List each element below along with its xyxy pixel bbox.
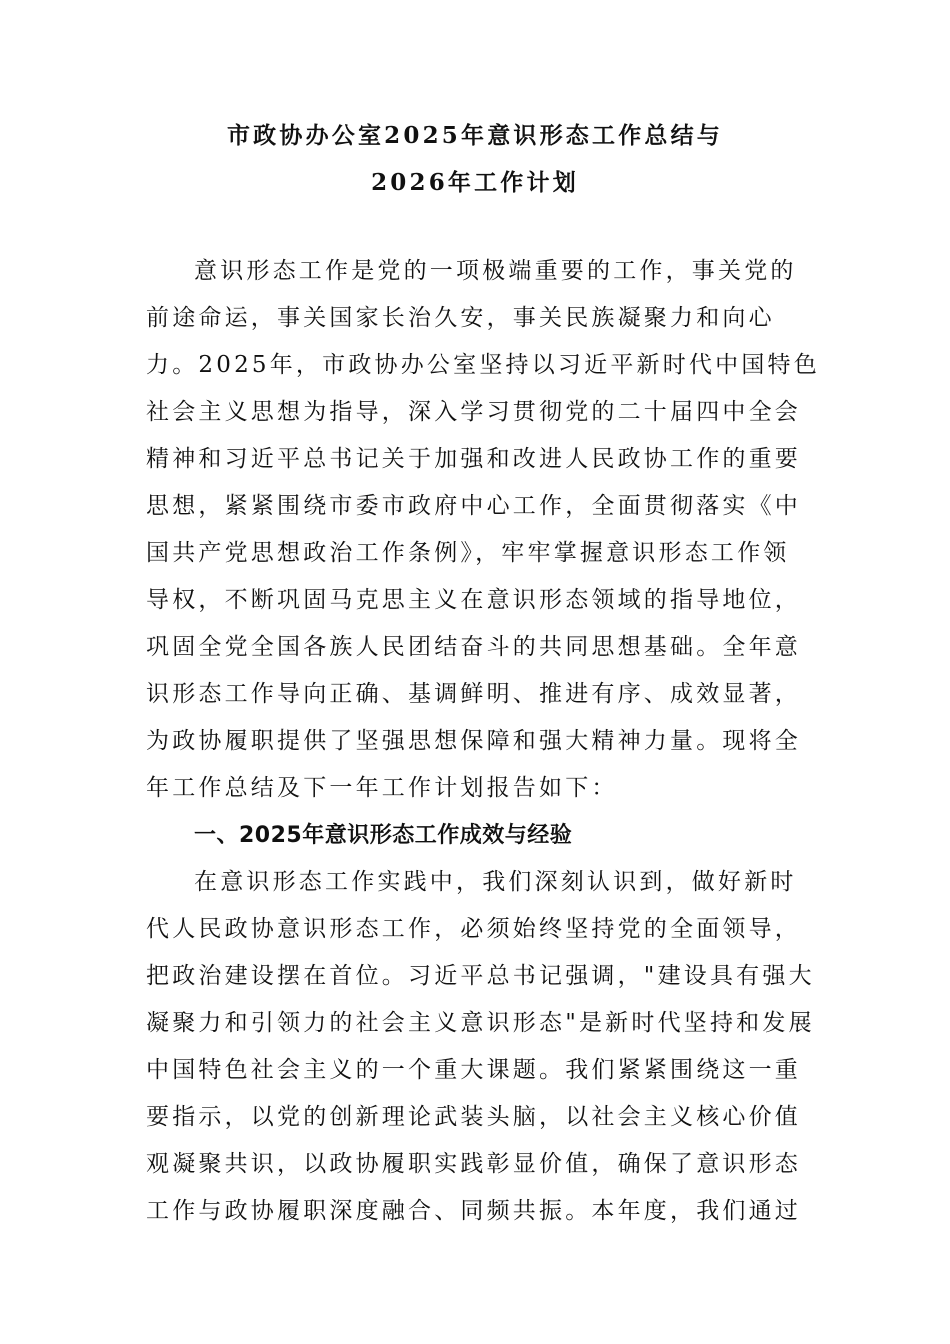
paragraph-line: 导权，不断巩固马克思主义在意识形态领域的指导地位， — [146, 587, 801, 613]
paragraph-line: 在意识形态工作实践中，我们深刻认识到，做好新时 — [194, 869, 797, 895]
document-body — [146, 248, 820, 1235]
section-heading-1: 一、2025年意识形态工作成效与经验 — [194, 823, 573, 848]
document-title — [100, 112, 850, 206]
paragraph-line: 年工作总结及下一年工作计划报告如下： — [146, 775, 618, 801]
paragraph-line: 代人民政协意识形态工作，必须始终坚持党的全面领导， — [146, 916, 801, 942]
paragraph-intro — [146, 248, 820, 812]
paragraph-line: 巩固全党全国各族人民团结奋斗的共同思想基础。全年意 — [146, 634, 801, 660]
paragraph-line: 意识形态工作是党的一项极端重要的工作，事关党的 — [194, 258, 797, 284]
paragraph-line: 前途命运，事关国家长治久安，事关民族凝聚力和向心 — [146, 305, 775, 331]
paragraph-line: 力。2025年，市政协办公室坚持以习近平新时代中国特色 — [146, 352, 820, 378]
paragraph-line: 凝聚力和引领力的社会主义意识形态"是新时代坚持和发展 — [146, 1010, 815, 1036]
paragraph-line: 中国特色社会主义的一个重大课题。我们紧紧围绕这一重 — [146, 1057, 801, 1083]
paragraph-line: 精神和习近平总书记关于加强和改进人民政协工作的重要 — [146, 446, 801, 472]
paragraph-section1 — [146, 859, 815, 1235]
title-line-2: 2026年工作计划 — [371, 169, 579, 196]
paragraph-line: 思想，紧紧围绕市委市政府中心工作，全面贯彻落实《中 — [146, 493, 801, 519]
paragraph-line: 观凝聚共识，以政协履职实践彰显价值，确保了意识形态 — [146, 1151, 801, 1177]
paragraph-line: 把政治建设摆在首位。习近平总书记强调，"建设具有强大 — [146, 963, 815, 989]
paragraph-line: 识形态工作导向正确、基调鲜明、推进有序、成效显著， — [146, 681, 801, 707]
paragraph-line: 国共产党思想政治工作条例》，牢牢掌握意识形态工作领 — [146, 540, 790, 566]
paragraph-line: 社会主义思想为指导，深入学习贯彻党的二十届四中全会 — [146, 399, 801, 425]
paragraph-line: 要指示，以党的创新理论武装头脑，以社会主义核心价值 — [146, 1104, 801, 1130]
title-line-1: 市政协办公室2025年意识形态工作总结与 — [226, 122, 723, 149]
paragraph-line: 工作与政协履职深度融合、同频共振。本年度，我们通过 — [146, 1198, 801, 1224]
paragraph-line: 为政协履职提供了坚强思想保障和强大精神力量。现将全 — [146, 728, 801, 754]
